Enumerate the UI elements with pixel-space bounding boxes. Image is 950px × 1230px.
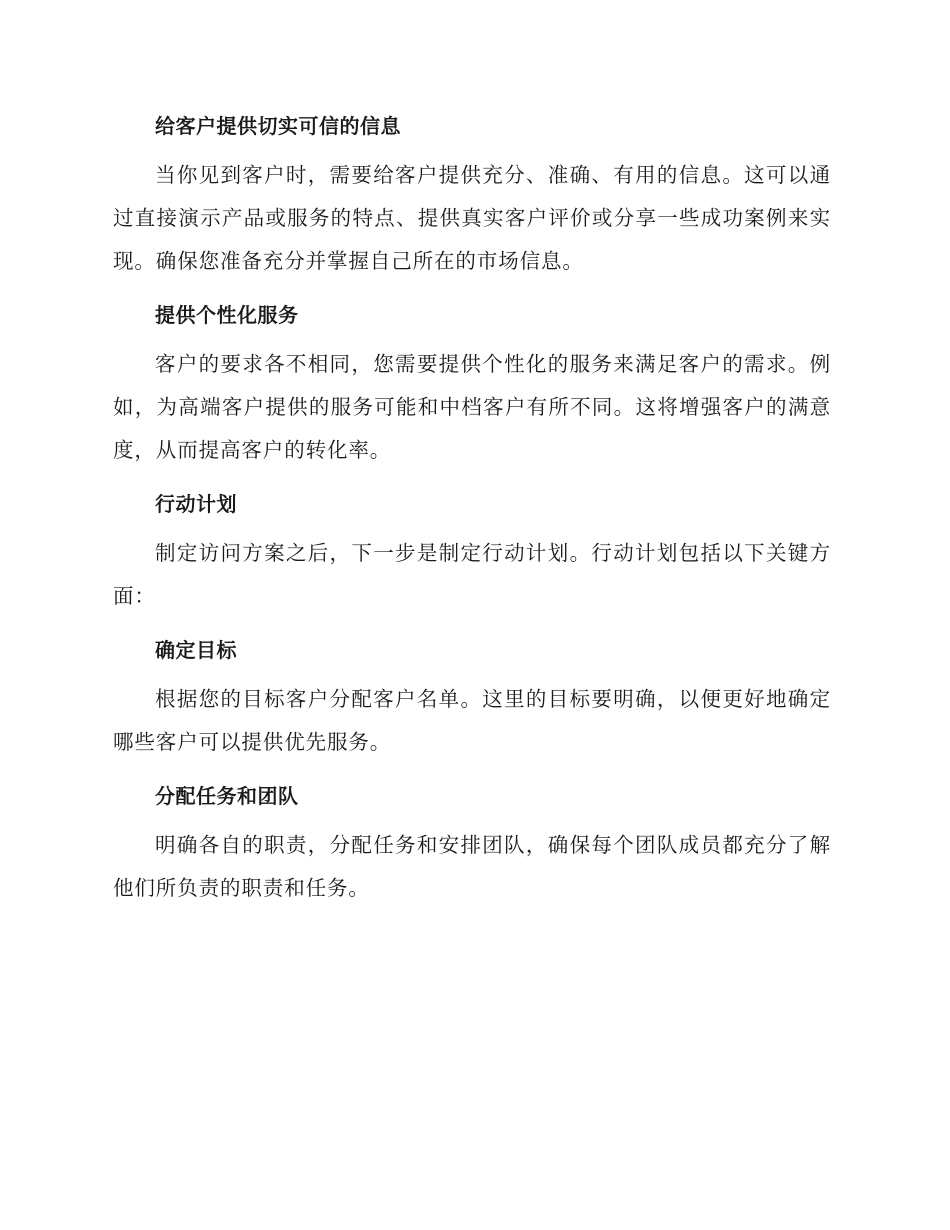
section-paragraph: 明确各自的职责，分配任务和安排团队，确保每个团队成员都充分了解他们所负责的职责和任务。 xyxy=(113,833,831,900)
document-page xyxy=(113,104,831,920)
section-assign-tasks xyxy=(113,774,831,910)
section-heading: 给客户提供切实可信的信息 xyxy=(155,114,401,138)
section-heading: 提供个性化服务 xyxy=(155,303,299,327)
section-heading: 分配任务和团队 xyxy=(155,784,299,808)
section-heading: 行动计划 xyxy=(155,492,237,516)
section-info xyxy=(113,104,831,283)
section-personalized-service xyxy=(113,293,831,472)
section-action-plan xyxy=(113,482,831,618)
section-paragraph: 根据您的目标客户分配客户名单。这里的目标要明确，以便更好地确定哪些客户可以提供优先服务。 xyxy=(113,687,831,754)
section-paragraph: 制定访问方案之后，下一步是制定行动计划。行动计划包括以下关键方面： xyxy=(113,541,831,608)
section-paragraph: 客户的要求各不相同，您需要提供个性化的服务来满足客户的需求。例如，为高端客户提供的服务可能和中档客户有所不同。这将增强客户的满意度，从而提高客户的转化率。 xyxy=(113,352,831,462)
section-paragraph: 当你见到客户时，需要给客户提供充分、准确、有用的信息。这可以通过直接演示产品或服务的特点、提供真实客户评价或分享一些成功案例来实现。确保您准备充分并掌握自己所在的市场信息。 xyxy=(113,163,831,273)
section-set-goals xyxy=(113,628,831,764)
section-heading: 确定目标 xyxy=(155,638,237,662)
